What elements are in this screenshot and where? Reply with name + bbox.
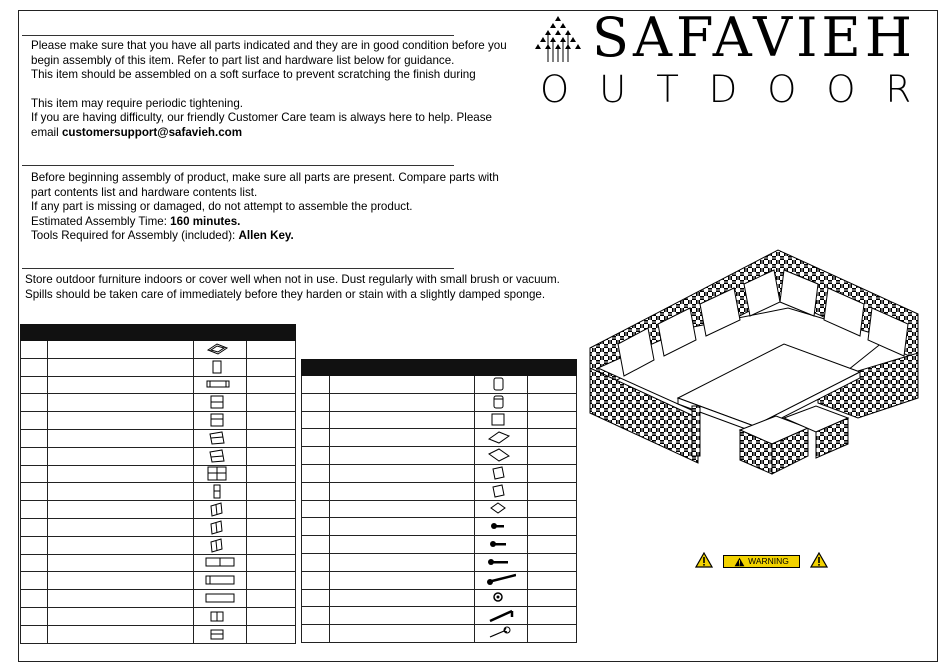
warning-label: WARNING xyxy=(723,555,800,568)
part-drawing-icon xyxy=(205,573,235,588)
part-quantity-cell xyxy=(528,482,577,500)
part-quantity-cell xyxy=(528,571,577,589)
part-description-cell xyxy=(48,483,194,501)
part-image xyxy=(194,501,247,519)
table-row xyxy=(302,571,577,589)
table-row xyxy=(21,483,296,501)
part-image xyxy=(475,589,528,607)
part-quantity-cell xyxy=(528,500,577,518)
part-drawing-icon xyxy=(486,484,516,499)
part-number-cell xyxy=(21,554,48,572)
table-row xyxy=(302,518,577,536)
part-image xyxy=(475,536,528,554)
tools-required: Allen Key. xyxy=(238,229,294,243)
assembly-time: 160 minutes. xyxy=(170,214,241,228)
part-quantity-cell xyxy=(528,607,577,625)
part-number-cell xyxy=(302,500,330,518)
part-quantity-cell xyxy=(528,429,577,447)
part-description-cell xyxy=(48,447,194,465)
table-row xyxy=(21,518,296,536)
part-quantity-cell xyxy=(247,447,296,465)
part-drawing-icon xyxy=(205,520,235,535)
part-number-cell xyxy=(21,429,48,447)
part-image xyxy=(475,429,528,447)
part-description-cell xyxy=(330,447,475,465)
part-image xyxy=(475,447,528,465)
brand-subtitle: OUTDOOR xyxy=(540,68,942,111)
part-image xyxy=(194,465,247,483)
table-row xyxy=(302,411,577,429)
part-quantity-cell xyxy=(247,501,296,519)
part-image xyxy=(194,394,247,412)
part-image xyxy=(475,376,528,394)
part-quantity-cell xyxy=(247,483,296,501)
safavieh-logo-icon xyxy=(534,14,582,64)
part-quantity-cell xyxy=(247,341,296,359)
part-description-cell xyxy=(48,590,194,608)
part-description-cell xyxy=(330,625,475,643)
part-drawing-icon xyxy=(486,466,516,481)
part-image xyxy=(194,429,247,447)
part-description-cell xyxy=(48,554,194,572)
part-description-cell xyxy=(330,571,475,589)
part-drawing-icon xyxy=(486,573,516,588)
part-image xyxy=(194,590,247,608)
part-description-cell xyxy=(330,589,475,607)
part-drawing-icon xyxy=(486,608,516,623)
part-image xyxy=(475,571,528,589)
intro-text: Please make sure that you have all parts indicated and they are in good condition before you begin assembly of this item. Refer to part list and hardware list below for guidance. This item should be assembled on a soft surface to prevent scratching the finish during This item may require periodic tightening. If you are having difficulty, our friendly Customer Care team is always here to help. Please email customersupport@safavieh.com xyxy=(31,39,507,139)
part-number-cell xyxy=(21,394,48,412)
part-description-cell xyxy=(330,464,475,482)
part-description-cell xyxy=(330,500,475,518)
part-image xyxy=(194,358,247,376)
part-drawing-icon xyxy=(205,627,235,642)
part-drawing-icon xyxy=(486,590,516,605)
part-number-cell xyxy=(21,572,48,590)
part-drawing-icon xyxy=(205,431,235,446)
part-number-cell xyxy=(21,358,48,376)
part-description-cell xyxy=(48,572,194,590)
part-drawing-icon xyxy=(205,502,235,517)
part-number-cell xyxy=(302,553,330,571)
part-image xyxy=(194,572,247,590)
table-row xyxy=(21,501,296,519)
table-row xyxy=(302,553,577,571)
part-quantity-cell xyxy=(247,394,296,412)
part-drawing-icon xyxy=(205,342,235,357)
part-quantity-cell xyxy=(247,518,296,536)
part-description-cell xyxy=(330,607,475,625)
part-drawing-icon xyxy=(205,538,235,553)
part-image xyxy=(475,464,528,482)
part-quantity-cell xyxy=(528,393,577,411)
part-image xyxy=(475,393,528,411)
part-drawing-icon xyxy=(205,360,235,375)
part-number-cell xyxy=(302,571,330,589)
part-description-cell xyxy=(330,393,475,411)
part-number-cell xyxy=(302,464,330,482)
part-description-cell xyxy=(48,465,194,483)
part-number-cell xyxy=(302,447,330,465)
part-quantity-cell xyxy=(528,518,577,536)
support-email[interactable]: customersupport@safavieh.com xyxy=(61,125,243,139)
part-image xyxy=(194,554,247,572)
table-row xyxy=(302,464,577,482)
part-number-cell xyxy=(21,376,48,394)
table-row xyxy=(302,589,577,607)
part-image xyxy=(194,607,247,625)
part-description-cell xyxy=(48,518,194,536)
part-drawing-icon xyxy=(205,449,235,464)
part-quantity-cell xyxy=(247,358,296,376)
part-number-cell xyxy=(302,518,330,536)
part-description-cell xyxy=(330,411,475,429)
part-description-cell xyxy=(330,518,475,536)
part-description-cell xyxy=(48,358,194,376)
part-number-cell xyxy=(302,536,330,554)
part-quantity-cell xyxy=(247,554,296,572)
part-number-cell xyxy=(302,429,330,447)
part-description-cell xyxy=(330,482,475,500)
warning-triangle-icon xyxy=(734,557,745,567)
part-number-cell xyxy=(21,536,48,554)
part-drawing-icon xyxy=(486,501,516,516)
part-quantity-cell xyxy=(528,447,577,465)
part-image xyxy=(194,447,247,465)
part-number-cell xyxy=(302,482,330,500)
part-image xyxy=(475,625,528,643)
part-drawing-icon xyxy=(205,609,235,624)
table-row xyxy=(302,447,577,465)
part-quantity-cell xyxy=(247,536,296,554)
hardware-table xyxy=(301,359,577,643)
part-image xyxy=(475,411,528,429)
part-description-cell xyxy=(48,376,194,394)
part-number-cell xyxy=(302,589,330,607)
part-description-cell xyxy=(48,625,194,643)
table-row xyxy=(21,429,296,447)
table-row xyxy=(21,554,296,572)
part-image xyxy=(194,536,247,554)
table-row xyxy=(21,394,296,412)
section-divider xyxy=(22,165,454,166)
part-drawing-icon xyxy=(205,466,235,481)
assembly-text: Before beginning assembly of product, make sure all parts are present. Compare parts with part contents list and hardware contents list. If any part is missing or damaged, do not attempt to assemble the product. Estimated Assembly Time: 160 minutes. Tools Required for Assembly (included): Allen Key. xyxy=(31,171,499,243)
part-quantity-cell xyxy=(247,429,296,447)
warning-triangle-icon xyxy=(695,552,713,568)
warning-triangle-icon xyxy=(810,552,828,568)
part-description-cell xyxy=(330,553,475,571)
part-number-cell xyxy=(21,465,48,483)
table-row xyxy=(21,447,296,465)
part-drawing-icon xyxy=(486,430,516,445)
part-quantity-cell xyxy=(247,625,296,643)
part-drawing-icon xyxy=(486,626,516,641)
part-quantity-cell xyxy=(247,572,296,590)
part-quantity-cell xyxy=(528,589,577,607)
part-quantity-cell xyxy=(247,465,296,483)
part-drawing-icon xyxy=(486,395,516,410)
part-drawing-icon xyxy=(486,555,516,570)
table-row xyxy=(302,625,577,643)
part-drawing-icon xyxy=(486,412,516,427)
part-number-cell xyxy=(302,625,330,643)
part-quantity-cell xyxy=(528,464,577,482)
part-quantity-cell xyxy=(528,411,577,429)
part-number-cell xyxy=(21,483,48,501)
table-row xyxy=(302,376,577,394)
part-quantity-cell xyxy=(247,607,296,625)
table-row xyxy=(21,625,296,643)
part-image xyxy=(475,500,528,518)
part-description-cell xyxy=(48,536,194,554)
part-number-cell xyxy=(21,412,48,430)
part-number-cell xyxy=(21,590,48,608)
table-row xyxy=(21,376,296,394)
table-row xyxy=(21,590,296,608)
table-row xyxy=(302,429,577,447)
part-quantity-cell xyxy=(528,376,577,394)
part-image xyxy=(194,412,247,430)
part-number-cell xyxy=(21,341,48,359)
part-description-cell xyxy=(48,501,194,519)
part-image xyxy=(194,625,247,643)
part-image xyxy=(194,376,247,394)
part-number-cell xyxy=(21,447,48,465)
part-image xyxy=(475,553,528,571)
part-image xyxy=(194,341,247,359)
part-drawing-icon xyxy=(205,413,235,428)
part-description-cell xyxy=(48,429,194,447)
part-drawing-icon xyxy=(205,591,235,606)
part-number-cell xyxy=(21,518,48,536)
part-number-cell xyxy=(21,501,48,519)
table-row xyxy=(21,358,296,376)
part-image xyxy=(475,518,528,536)
part-description-cell xyxy=(330,376,475,394)
part-description-cell xyxy=(48,341,194,359)
part-image xyxy=(475,482,528,500)
part-quantity-cell xyxy=(528,553,577,571)
part-drawing-icon xyxy=(486,448,516,463)
part-drawing-icon xyxy=(205,395,235,410)
part-quantity-cell xyxy=(247,376,296,394)
part-number-cell xyxy=(302,607,330,625)
part-description-cell xyxy=(48,607,194,625)
part-image xyxy=(194,483,247,501)
part-number-cell xyxy=(302,411,330,429)
brand-name: SAFAVIEH xyxy=(592,6,916,69)
part-image xyxy=(194,518,247,536)
section-divider xyxy=(22,268,454,269)
table-row xyxy=(302,536,577,554)
part-drawing-icon xyxy=(486,377,516,392)
parts-table xyxy=(20,324,296,644)
section-divider xyxy=(22,35,454,36)
part-quantity-cell xyxy=(528,625,577,643)
table-row xyxy=(21,572,296,590)
table-row xyxy=(302,607,577,625)
part-drawing-icon xyxy=(205,377,235,392)
table-row xyxy=(21,412,296,430)
part-number-cell xyxy=(302,376,330,394)
part-number-cell xyxy=(302,393,330,411)
table-row xyxy=(302,482,577,500)
table-row xyxy=(21,607,296,625)
sectional-sofa-illustration xyxy=(588,248,922,476)
part-quantity-cell xyxy=(247,412,296,430)
part-quantity-cell xyxy=(528,536,577,554)
care-text: Store outdoor furniture indoors or cover well when not in use. Dust regularly with small brush or vacuum. Spills should be taken care of immediately before they harden or stain with a slightly damped sponge. xyxy=(25,273,560,301)
part-drawing-icon xyxy=(486,519,516,534)
part-number-cell xyxy=(21,607,48,625)
part-description-cell xyxy=(48,394,194,412)
part-drawing-icon xyxy=(205,555,235,570)
table-row xyxy=(302,500,577,518)
part-drawing-icon xyxy=(486,537,516,552)
table-row xyxy=(21,465,296,483)
part-drawing-icon xyxy=(205,484,235,499)
part-number-cell xyxy=(21,625,48,643)
part-description-cell xyxy=(330,429,475,447)
part-description-cell xyxy=(48,412,194,430)
part-description-cell xyxy=(330,536,475,554)
part-image xyxy=(475,607,528,625)
table-row xyxy=(21,536,296,554)
table-row xyxy=(302,393,577,411)
table-row xyxy=(21,341,296,359)
part-quantity-cell xyxy=(247,590,296,608)
